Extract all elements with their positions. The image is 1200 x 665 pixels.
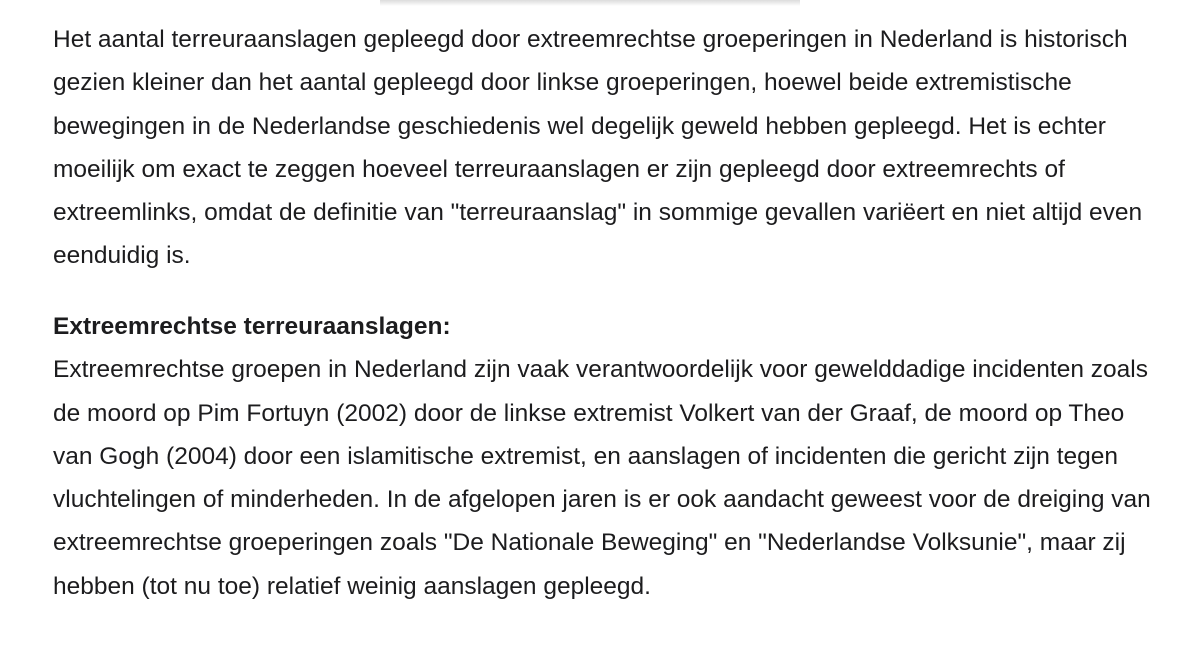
- top-edge-shadow: [380, 0, 800, 6]
- section-body: Extreemrechtse groepen in Nederland zijn vaak verantwoordelijk voor gewelddadige incidenten zoals de moord op Pim Fortuyn (2002) door de linkse extremist Volkert van der Graaf, de moord op Theo van Gogh (2004) door een islamitische extremist, en aanslagen of incidenten die gericht zijn tegen vluchtelingen of minderheden. In de afgelopen jaren is er ook aandacht geweest voor de dreiging van extreemrechtse groeperingen zoals "De Nationale Beweging" en "Nederlandse Volksunie", maar zij hebben (tot nu toe) relatief weinig aanslagen gepleegd.: [53, 356, 1151, 600]
- intro-paragraph: Het aantal terreuraanslagen gepleegd door extreemrechtse groeperingen in Nederland is historisch gezien kleiner dan het aantal gepleegd door linkse groeperingen, hoewel beide extremistische bewegingen in de Nederlandse geschiedenis wel degelijk geweld hebben gepleegd. Het is echter moeilijk om exact te zeggen hoeveel terreuraanslagen er zijn gepleegd door extreemrechts of extreemlinks, omdat de definitie van "terreuraanslag" in sommige gevallen variëert en niet altijd even eenduidig is.: [53, 26, 1143, 270]
- section-heading: Extreemrechtse terreuraanslagen:: [53, 313, 451, 340]
- section-extreemrechtse-terreuraanslagen: [53, 305, 1163, 608]
